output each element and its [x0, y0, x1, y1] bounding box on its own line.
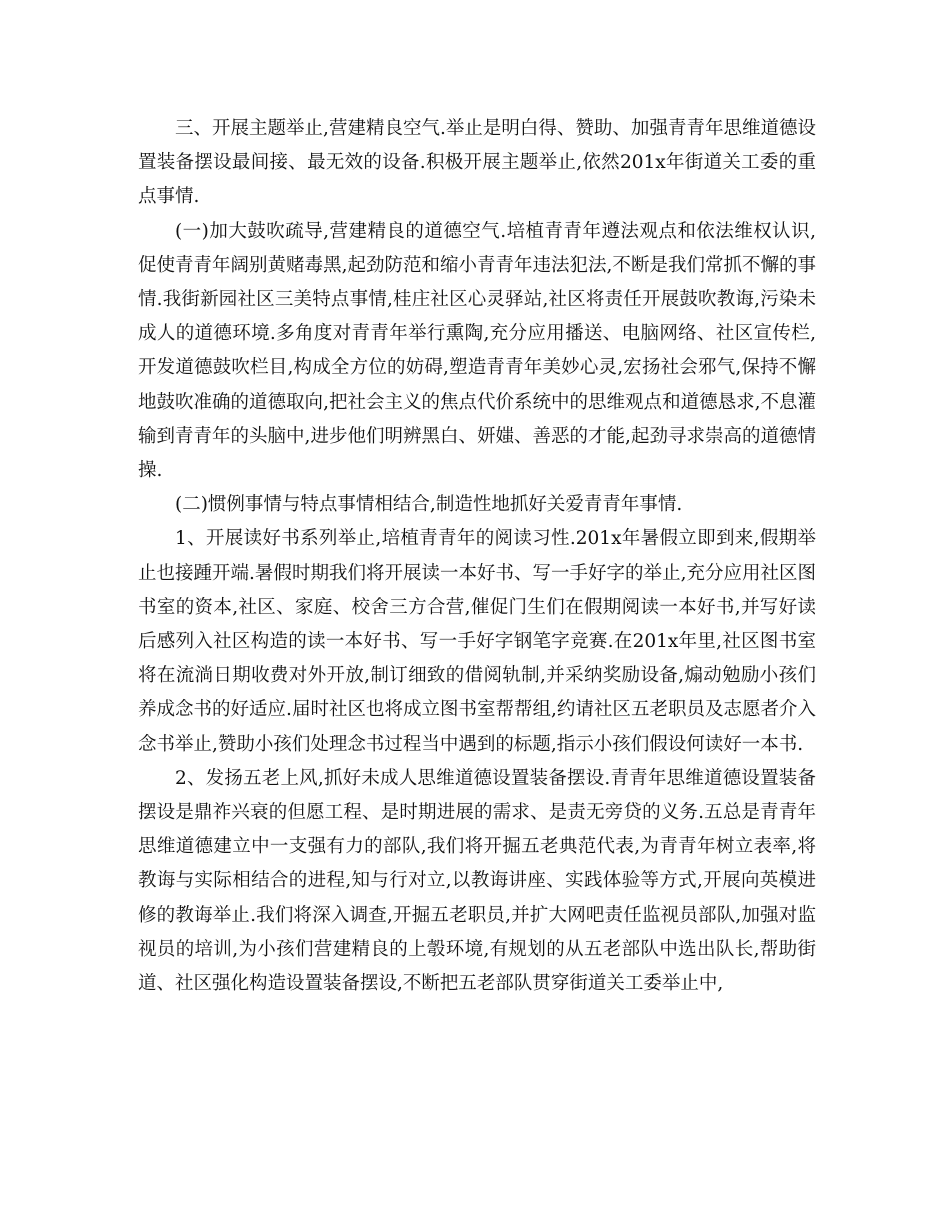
paragraph-moral-atmosphere: (一)加大鼓吹疏导,营建精良的道德空气.培植青青年遵法观点和依法维权认识,促使青青年阔别黄赌毒黑,起劲防范和缩小青青年违法犯法,不断是我们常抓不懈的事情.我街新园社区三美特点事情,桂庄社区心灵驿站,社区将责任开展鼓吹教诲,污染未成人的道德环境.多角度对青青年举行熏陶,充分应用播送、电脑网络、社区宣传栏,开发道德鼓吹栏目,构成全方位的妨碍,塑造青青年美妙心灵,宏扬社会邪气,保持不懈地鼓吹准确的道德取向,把社会主义的焦点代价系统中的思维观点和道德恳求,不息灌输到青青年的头脑中,进步他们明辨黑白、妍媸、善恶的才能,起劲寻求崇高的道德情操.	[138, 220, 816, 482]
paragraph-reading-activities: 1、开展读好书系列举止,培植青青年的阅读习性.201x年暑假立即到来,假期举止也接踵开端.暑假时期我们将开展读一本好书、写一手好字的举止,充分应用社区图书室的资本,社区、家庭、校舍三方合营,催促门生们在假期阅读一本好书,并写好读后感列入社区构造的读一本好书、写一手好字钢笔字竞赛.在201x年里,社区图书室将在流淌日期收费对外开放,制订细致的借阅轨制,并采纳奖励设备,煽动勉励小孩们养成念书的好适应.届时社区也将成立图书室帮帮组,约请社区五老职员及志愿者介入念书举止,赞助小孩们处理念书过程当中遇到的标题,指示小孩们假设何读好一本书.	[138, 528, 816, 755]
paragraph-routine-work: (二)惯例事情与特点事情相结合,制造性地抓好关爱青青年事情.	[175, 494, 683, 516]
document-page	[138, 112, 816, 1001]
paragraph-five-elders: 2、发扬五老上风,抓好未成人思维道德设置装备摆设.青青年思维道德设置装备摆设是鼎祚兴衰的但愿工程、是时期进展的需求、是责无旁贷的义务.五总是青青年思维道德建立中一支强有力的部队,我们将开掘五老典范代表,为青青年树立表率,将教诲与实际相结合的进程,知与行对立,以教诲讲座、实践体验等方式,开展向英模进修的教诲举止.我们将深入调查,开掘五老职员,并扩大网吧责任监视员部队,加强对监视员的培训,为小孩们营建精良的上彀环境,有规划的从五老部队中选出队长,帮助街道、社区强化构造设置装备摆设,不断把五老部队贯穿街道关工委举止中,	[138, 767, 816, 995]
paragraph-theme-activities: 三、开展主题举止,营建精良空气.举止是明白得、赞助、加强青青年思维道德设置装备摆设最间接、最无效的设备.积极开展主题举止,依然201x年街道关工委的重点事情.	[138, 118, 816, 208]
